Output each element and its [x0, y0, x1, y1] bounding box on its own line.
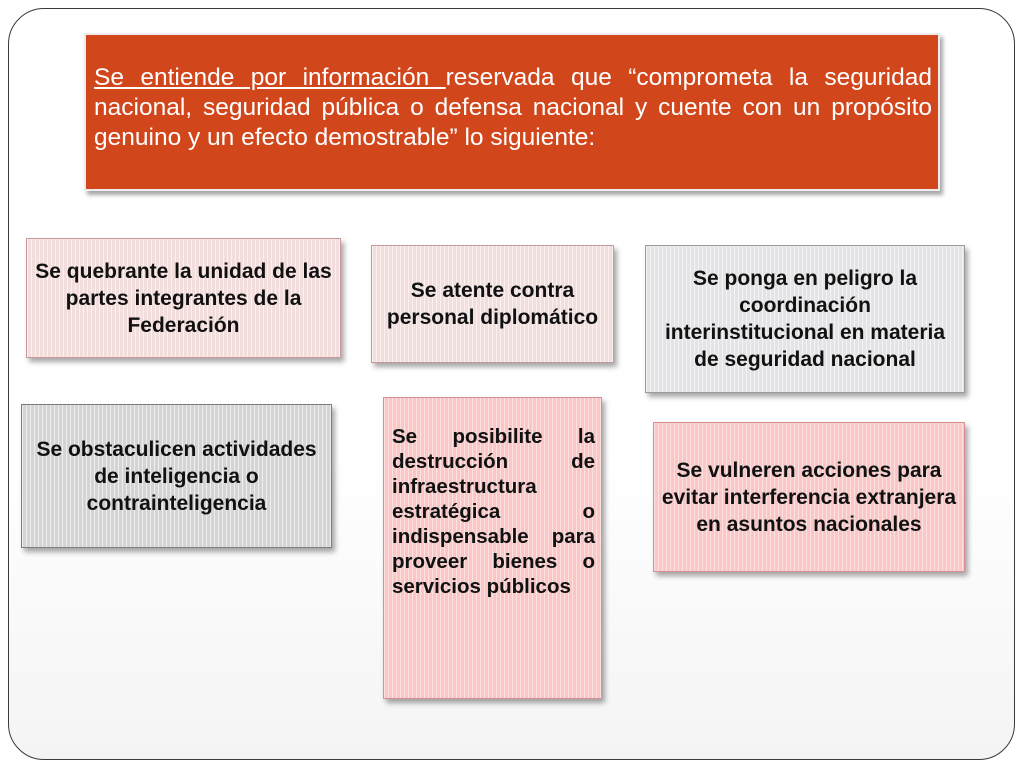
header-underlined-text: Se entiende por información: [94, 64, 446, 91]
card-intelligence-activities-text: Se obstaculicen actividades de inteligencia o contrainteligencia: [36, 437, 317, 515]
card-interinstitutional-coordination-text: Se ponga en peligro la coordinación interinstitucional en materia de seguridad nacional: [664, 267, 946, 371]
card-interinstitutional-coordination: [645, 245, 965, 393]
card-diplomatic-personnel-text: Se atente contra personal diplomático: [386, 279, 599, 329]
header-text: reservada que “comprometa la seguridad nacional, seguridad pública o defensa nacional y cuente con un propósito genuino y un efecto demostrable” lo siguiente:: [94, 64, 933, 151]
card-diplomatic-personnel: [371, 245, 614, 363]
card-intelligence-activities: [21, 404, 332, 548]
card-strategic-infrastructure-text: Se posibilite la destrucción de infraestructura estratégica o indispensable para proveer bienes o servicios públicos: [392, 425, 595, 598]
card-federation-unity: [26, 238, 341, 358]
definition-header: [84, 33, 940, 191]
card-strategic-infrastructure: [383, 397, 602, 699]
card-federation-unity-text: Se quebrante la unidad de las partes integrantes de la Federación: [35, 259, 332, 337]
card-foreign-interference: [653, 422, 965, 572]
card-foreign-interference-text: Se vulneren acciones para evitar interferencia extranjera en asuntos nacionales: [661, 458, 957, 536]
